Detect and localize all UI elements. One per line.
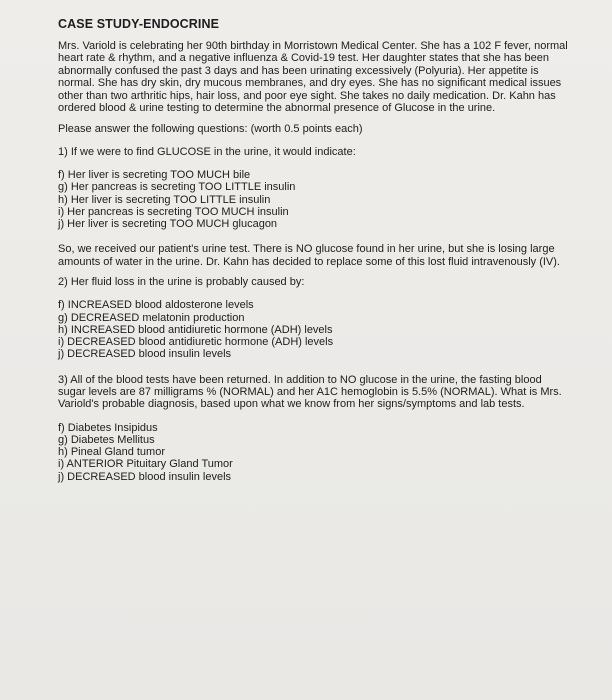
question-2-option-g: g) DECREASED melatonin production (58, 311, 245, 324)
followup-paragraph: So, we received our patient's urine test. There is NO glucose found in her urine, but she is losing large amounts of water in the urine. Dr. Kahn has decided to replace some of this lost fluid intravenously (IV). (58, 243, 560, 268)
instructions-text: Please answer the following questions: (worth 0.5 points each) (58, 123, 363, 136)
question-1-option-h: h) Her liver is secreting TOO LITTLE insulin (58, 193, 271, 206)
question-3-option-f: f) Diabetes Insipidus (58, 421, 158, 434)
question-2: 2) Her fluid loss in the urine is probably caused by: (58, 276, 305, 289)
question-3-option-j: j) DECREASED blood insulin levels (58, 470, 232, 483)
case-intro-paragraph: Mrs. Variold is celebrating her 90th birthday in Morristown Medical Center. She has a 102 F fever, normal heart rate & rhythm, and a negative influenza & Covid-19 test. Her daughter states that she has been abnormally confused the past 3 days and has been urinating excessively (Polyuria). Her appetite is normal. She has dry skin, dry mucous membranes, and dry eyes. She has no significant medical issues other than two arthritic hips, hair loss, and poor eye sight. She takes no daily medication. Dr. Kahn has ordered blood & urine testing to determine the abnormal presence of Glucose in the urine. (58, 40, 568, 115)
question-3: 3) All of the blood tests have been returned. In addition to NO glucose in the urine, the fasting blood sugar levels are 87 milligrams % (NORMAL) and her A1C hemoglobin is 5.5% (NORMAL). What is Mrs. Variold's probable diagnosis, based upon what we know from her signs/symptoms and lab tests. (58, 373, 562, 411)
question-3-option-h: h) Pineal Gland tumor (58, 446, 165, 459)
question-1-options (58, 169, 572, 230)
question-2-options (58, 299, 572, 360)
question-2-option-j: j) DECREASED blood insulin levels (58, 348, 232, 361)
question-1-option-g: g) Her pancreas is secreting TOO LITTLE insulin (58, 181, 296, 194)
question-1-option-f: f) Her liver is secreting TOO MUCH bile (58, 169, 251, 182)
question-2-option-i: i) DECREASED blood antidiuretic hormone (ADH) levels (58, 336, 334, 349)
question-3-option-g: g) Diabetes Mellitus (58, 433, 155, 446)
page-title: CASE STUDY-ENDOCRINE (58, 17, 220, 31)
question-1: 1) If we were to find GLUCOSE in the urine, it would indicate: (58, 145, 356, 158)
question-1-option-j: j) Her liver is secreting TOO MUCH glucagon (58, 218, 278, 231)
question-1-option-i: i) Her pancreas is secreting TOO MUCH insulin (58, 205, 289, 218)
question-3-option-i: i) ANTERIOR Pituitary Gland Tumor (58, 458, 233, 471)
question-2-option-f: f) INCREASED blood aldosterone levels (58, 299, 254, 312)
question-3-options (58, 422, 572, 483)
question-2-option-h: h) INCREASED blood antidiuretic hormone (ADH) levels (58, 323, 333, 336)
